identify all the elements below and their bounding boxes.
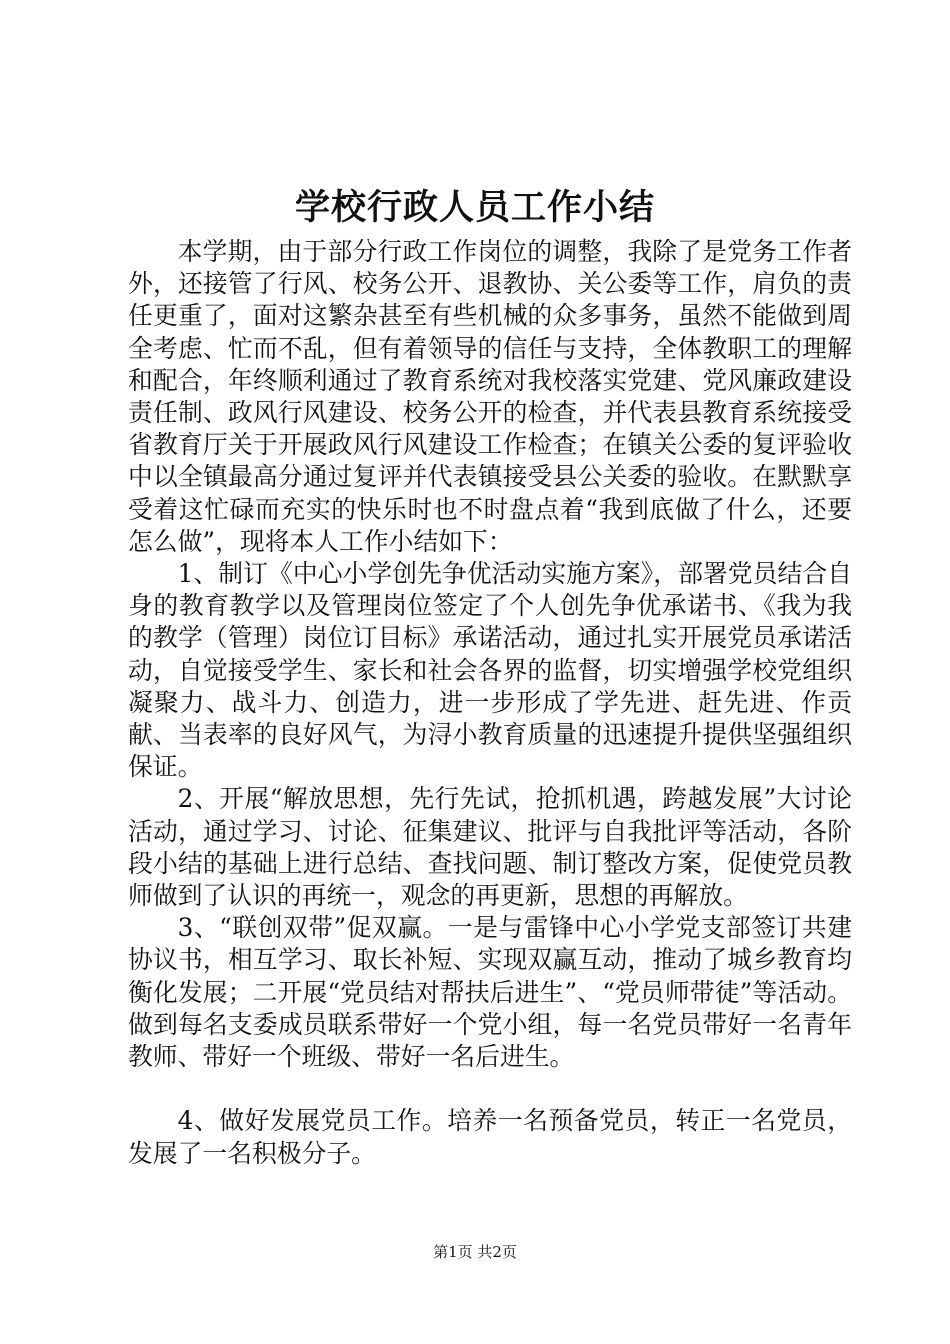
paragraph-item-4: 4、做好发展党员工作。培养一名预备党员，转正一名党员，发展了一名积极分子。 [128, 1106, 852, 1168]
paragraph-spacer [128, 1073, 852, 1105]
document-body [128, 236, 852, 1170]
page-footer: 第1页 共2页 [433, 1243, 517, 1261]
page-title: 学校行政人员工作小结 [294, 187, 655, 228]
paragraph-item-2: 2、开展“解放思想，先行先试，抢抓机遇，跨越发展”大讨论活动，通过学习、讨论、征集建议、批评与自我批评等活动，各阶段小结的基础上进行总结、查找问题、制订整改方案，促使党员教师做到了认识的再统一，观念的再更新，思想的再解放。 [128, 784, 852, 911]
paragraph-intro: 本学期，由于部分行政工作岗位的调整，我除了是党务工作者外，还接管了行风、校务公开、退教协、关公委等工作，肩负的责任更重了，面对这繁杂甚至有些机械的众多事务，虽然不能做到周全考虑、忙而不乱，但有着领导的信任与支持，全体教职工的理解和配合，年终顺利通过了教育系统对我校落实党建、党风廉政建设责任制、政风行风建设、校务公开的检查，并代表县教育系统接受省教育厅关于开展政风行风建设工作检查；在镇关公委的复评验收中以全镇最高分通过复评并代表镇接受县公关委的验收。在默默享受着这忙碌而充实的快乐时也不时盘点着“我到底做了什么，还要怎么做”，现将本人工作小结如下： [128, 237, 852, 556]
paragraph-item-3: 3、“联创双带”促双赢。一是与雷锋中心小学党支部签订共建协议书，相互学习、取长补短、实现双赢互动，推动了城乡教育均衡化发展；二开展“党员结对帮扶后进生”、“党员师带徒”等活动。做到每名支委成员联系带好一个党小组，每一名党员带好一名青年教师、带好一个班级、带好一名后进生。 [128, 913, 852, 1072]
paragraph-item-1: 1、制订《中心小学创先争优活动实施方案》，部署党员结合自身的教育教学以及管理岗位签定了个人创先争优承诺书、《我为我的教学（管理）岗位订目标》承诺活动，通过扎实开展党员承诺活动，自觉接受学生、家长和社会各界的监督，切实增强学校党组织凝聚力、战斗力、创造力，进一步形成了学先进、赶先进、作贡献、当表率的良好风气，为浔小教育质量的迅速提升提供坚强组织保证。 [128, 559, 852, 782]
